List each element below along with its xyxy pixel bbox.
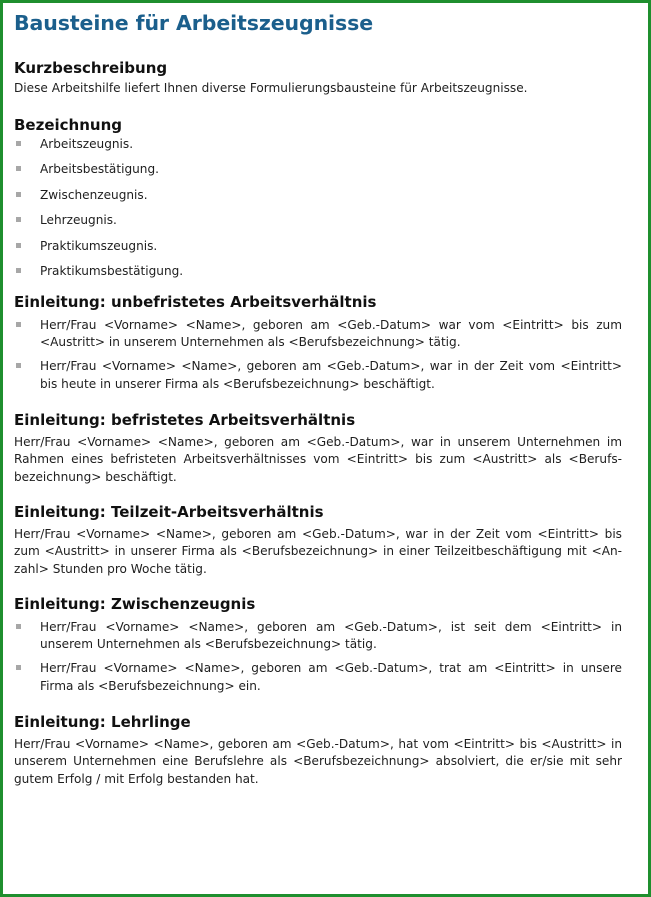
square-bullet-icon <box>16 243 21 248</box>
square-bullet-icon <box>16 665 21 670</box>
document-body <box>14 3 622 789</box>
section-teilzeit <box>14 502 622 579</box>
document-title: Bausteine für Arbeitszeugnisse <box>14 11 373 35</box>
square-bullet-icon <box>16 166 21 171</box>
square-bullet-icon <box>16 624 21 629</box>
section-text: Herr/Frau <Vorname> <Name>, geboren am <Geb.-Datum>, hat vom <Eintritt> bis <Austritt> in unserem Unternehmen eine Berufslehre als <Berufsbezeichnung> absolviert, die er/sie mit sehr gutem Erfolg / mit Erfolg bestanden hat. <box>14 736 622 786</box>
section-zwischenzeugnis <box>14 594 622 696</box>
section-kurzbeschreibung <box>14 58 622 98</box>
list-item-text: Lehrzeugnis. <box>40 213 117 228</box>
section-text: Herr/Frau <Vorname> <Name>, geboren am <Geb.-Datum>, war in der Zeit vom <Eintritt> bis zum <Austritt> in unserer Firma als <Berufsbezeichnung> in einer Teilzeitbeschäftigung mit <An-zahl> Stunden pro Woche tätig. <box>14 526 622 577</box>
list-item <box>14 263 622 289</box>
list-item-text: Herr/Frau <Vorname> <Name>, geboren am <Geb.-Datum>, war in der Zeit vom <Eintritt> bis heute in unserer Firma als <Berufsbezeichnung> beschäftigt. <box>40 359 622 391</box>
section-heading: Kurzbeschreibung <box>14 59 168 77</box>
bullet-list <box>14 619 622 696</box>
square-bullet-icon <box>16 217 21 222</box>
list-item <box>14 619 622 654</box>
section-text: Herr/Frau <Vorname> <Name>, geboren am <Geb.-Datum>, war in unserem Unternehmen im Rahmen eines befristeten Arbeitsverhältnisses vom <Eintritt> bis zum <Austritt> als <Berufs-bezeichnung> beschäftigt. <box>14 434 622 484</box>
list-item-text: Arbeitszeugnis. <box>40 136 134 151</box>
bullet-list <box>14 317 622 394</box>
section-lehrlinge <box>14 712 622 789</box>
section-heading: Einleitung: Zwischenzeugnis <box>14 594 256 613</box>
section-heading: Einleitung: Teilzeit-Arbeitsverhältnis <box>14 502 324 521</box>
list-item <box>14 317 622 352</box>
section-text: Diese Arbeitshilfe liefert Ihnen diverse Formulierungsbausteine für Arbeitszeugnisse. <box>14 81 528 95</box>
square-bullet-icon <box>16 363 21 368</box>
section-heading: Bezeichnung <box>14 115 122 134</box>
section-befristet <box>14 410 622 487</box>
bullet-list <box>14 136 622 289</box>
square-bullet-icon <box>16 322 21 327</box>
list-item <box>14 161 622 187</box>
list-item <box>14 358 622 393</box>
list-item <box>14 238 622 264</box>
list-item-text: Zwischenzeugnis. <box>40 187 148 202</box>
list-item <box>14 136 622 162</box>
square-bullet-icon <box>16 268 21 273</box>
section-heading: Einleitung: befristetes Arbeitsverhältnis <box>14 410 356 429</box>
section-heading: Einleitung: unbefristetes Arbeitsverhältnis <box>14 292 377 311</box>
section-bezeichnung <box>14 115 622 289</box>
list-item-text: Herr/Frau <Vorname> <Name>, geboren am <Geb.-Datum>, trat am <Eintritt> in unsere Firma als <Berufsbezeichnung> ein. <box>40 661 622 693</box>
section-heading: Einleitung: Lehrlinge <box>14 712 191 731</box>
list-item-text: Arbeitsbestätigung. <box>40 162 159 177</box>
list-item-text: Praktikumsbestätigung. <box>40 264 184 279</box>
list-item-text: Herr/Frau <Vorname> <Name>, geboren am <Geb.-Datum>, ist seit dem <Eintritt> in unserem Unternehmen als <Berufsbezeichnung> tätig. <box>40 619 622 652</box>
square-bullet-icon <box>16 141 21 146</box>
list-item <box>14 212 622 238</box>
list-item <box>14 660 622 695</box>
section-unbefristet <box>14 292 622 394</box>
list-item-text: Herr/Frau <Vorname> <Name>, geboren am <Geb.-Datum> war vom <Eintritt> bis zum <Austritt> in unserem Unternehmen als <Berufsbezeichnung> tätig. <box>40 317 622 350</box>
list-item-text: Praktikumszeugnis. <box>40 238 158 253</box>
list-item <box>14 187 622 213</box>
square-bullet-icon <box>16 192 21 197</box>
